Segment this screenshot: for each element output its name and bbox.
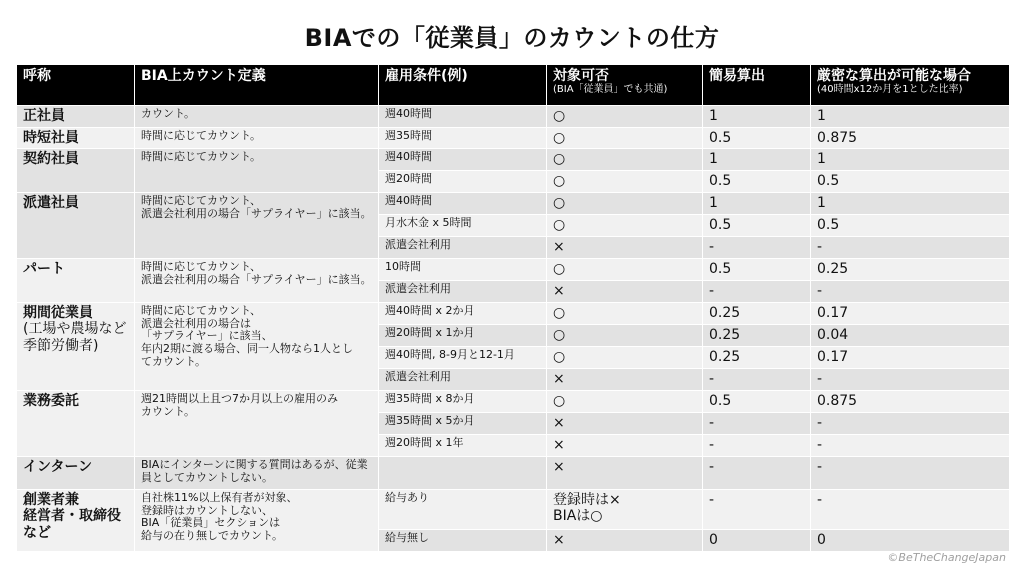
employment-condition: 週40時間 x 2か月: [379, 302, 547, 324]
employment-condition: 週20時間 x 1年: [379, 434, 547, 456]
strict-calc-value: 0.17: [811, 302, 1010, 324]
strict-calc-value: -: [811, 368, 1010, 390]
employee-type-name: 期間従業員 (工場や農場など 季節労働者): [17, 302, 135, 390]
eligibility-mark: ○: [547, 192, 703, 214]
eligibility-mark: ○: [547, 106, 703, 128]
employment-condition: 月水木金 x 5時間: [379, 214, 547, 236]
employment-condition: 週35時間 x 8か月: [379, 390, 547, 412]
header-row: [17, 65, 1010, 106]
simple-calc-value: 0.25: [703, 346, 811, 368]
header-definition: BIA上カウント定義: [135, 65, 379, 106]
count-definition: 時間に応じてカウント、 派遣会社利用の場合「サプライヤー」に該当。: [135, 192, 379, 258]
employee-type-name: パート: [17, 258, 135, 302]
eligibility-mark: ×: [547, 368, 703, 390]
strict-calc-value: 0.25: [811, 258, 1010, 280]
strict-calc-value: 1: [811, 106, 1010, 128]
simple-calc-value: 1: [703, 106, 811, 128]
employment-condition: 週40時間: [379, 106, 547, 128]
employment-condition: 週35時間: [379, 127, 547, 149]
employee-type-name: 業務委託: [17, 390, 135, 456]
eligibility-mark: ×: [547, 456, 703, 489]
strict-calc-value: -: [811, 489, 1010, 529]
employee-type-name: 契約社員: [17, 149, 135, 193]
employment-condition: 週20時間: [379, 170, 547, 192]
employment-condition: 派遣会社利用: [379, 280, 547, 302]
simple-calc-value: -: [703, 489, 811, 529]
eligibility-mark: ○: [547, 149, 703, 171]
table-row: [17, 456, 1010, 489]
header-eligibility: 対象可否 (BIA「従業員」でも共通): [547, 65, 703, 106]
strict-calc-value: 0.5: [811, 170, 1010, 192]
simple-calc-value: 0.5: [703, 127, 811, 149]
table-row: [17, 127, 1010, 149]
employee-type-name: 正社員: [17, 106, 135, 128]
header-name: 呼称: [17, 65, 135, 106]
simple-calc-value: 0.5: [703, 258, 811, 280]
table-body: [17, 106, 1010, 552]
table-row: [17, 258, 1010, 280]
strict-calc-value: 0.875: [811, 390, 1010, 412]
eligibility-mark: ○: [547, 324, 703, 346]
simple-calc-value: -: [703, 412, 811, 434]
strict-calc-value: 1: [811, 149, 1010, 171]
eligibility-mark: ○: [547, 390, 703, 412]
header-strict-calc: 厳密な算出が可能な場合 (40時間x12か月を1とした比率): [811, 65, 1010, 106]
employment-condition: 週40時間: [379, 192, 547, 214]
simple-calc-value: -: [703, 368, 811, 390]
strict-calc-value: 0: [811, 529, 1010, 551]
count-definition: 時間に応じてカウント、 派遣会社利用の場合「サプライヤー」に該当。: [135, 258, 379, 302]
count-definition: 時間に応じてカウント。: [135, 127, 379, 149]
eligibility-mark: ○: [547, 302, 703, 324]
employment-condition: 週40時間, 8-9月と12-1月: [379, 346, 547, 368]
eligibility-mark: ○: [547, 127, 703, 149]
employee-count-table: [16, 64, 1010, 552]
page-title: BIAでの「従業員」のカウントの仕方: [304, 24, 720, 52]
strict-calc-value: -: [811, 456, 1010, 489]
count-definition: カウント。: [135, 106, 379, 128]
eligibility-mark: 登録時は× BIAは○: [547, 489, 703, 529]
strict-calc-value: 0.5: [811, 214, 1010, 236]
credit-text: ©BeTheChangeJapan: [887, 551, 1006, 564]
employee-type-name: 派遣社員: [17, 192, 135, 258]
table-row: [17, 149, 1010, 171]
table-row: [17, 106, 1010, 128]
eligibility-mark: ○: [547, 258, 703, 280]
eligibility-mark: ○: [547, 214, 703, 236]
eligibility-mark: ○: [547, 170, 703, 192]
employment-condition: 週40時間: [379, 149, 547, 171]
count-definition: 自社株11%以上保有者が対象、 登録時はカウントしない、 BIA「従業員」セクションは 給与の在り無しでカウント。: [135, 489, 379, 551]
table-row: [17, 192, 1010, 214]
table-row: [17, 302, 1010, 324]
simple-calc-value: -: [703, 434, 811, 456]
eligibility-mark: ×: [547, 412, 703, 434]
eligibility-mark: ×: [547, 280, 703, 302]
strict-calc-value: 0.17: [811, 346, 1010, 368]
employment-condition: 給与無し: [379, 529, 547, 551]
simple-calc-value: -: [703, 456, 811, 489]
strict-calc-value: -: [811, 236, 1010, 258]
simple-calc-value: -: [703, 280, 811, 302]
eligibility-mark: ×: [547, 434, 703, 456]
count-definition: 時間に応じてカウント。: [135, 149, 379, 193]
simple-calc-value: 0.5: [703, 390, 811, 412]
strict-calc-value: 0.875: [811, 127, 1010, 149]
strict-calc-value: -: [811, 434, 1010, 456]
employment-condition: 10時間: [379, 258, 547, 280]
employment-condition: 週20時間 x 1か月: [379, 324, 547, 346]
simple-calc-value: -: [703, 236, 811, 258]
simple-calc-value: 0.5: [703, 214, 811, 236]
employee-type-name: 創業者兼 経営者・取締役 など: [17, 489, 135, 551]
strict-calc-value: -: [811, 280, 1010, 302]
header-condition: 雇用条件(例): [379, 65, 547, 106]
strict-calc-value: 0.04: [811, 324, 1010, 346]
simple-calc-value: 0.5: [703, 170, 811, 192]
employment-condition: [379, 456, 547, 489]
simple-calc-value: 0.25: [703, 302, 811, 324]
table-row: [17, 489, 1010, 529]
employment-condition: 派遣会社利用: [379, 368, 547, 390]
eligibility-mark: ×: [547, 529, 703, 551]
simple-calc-value: 0.25: [703, 324, 811, 346]
employee-type-name: インターン: [17, 456, 135, 489]
count-definition: 週21時間以上且つ7か月以上の雇用のみ カウント。: [135, 390, 379, 456]
count-definition: 時間に応じてカウント、 派遣会社利用の場合は 「サプライヤー」に該当、 年内2期に渡る場合、同一人物なら1人とし てカウント。: [135, 302, 379, 390]
employee-type-name: 時短社員: [17, 127, 135, 149]
simple-calc-value: 1: [703, 149, 811, 171]
employment-condition: 派遣会社利用: [379, 236, 547, 258]
strict-calc-value: -: [811, 412, 1010, 434]
eligibility-mark: ○: [547, 346, 703, 368]
table-row: [17, 390, 1010, 412]
count-definition: BIAにインターンに関する質問はあるが、従業 員としてカウントしない。: [135, 456, 379, 489]
employment-condition: 給与あり: [379, 489, 547, 529]
employment-condition: 週35時間 x 5か月: [379, 412, 547, 434]
strict-calc-value: 1: [811, 192, 1010, 214]
eligibility-mark: ×: [547, 236, 703, 258]
simple-calc-value: 0: [703, 529, 811, 551]
header-simple-calc: 簡易算出: [703, 65, 811, 106]
simple-calc-value: 1: [703, 192, 811, 214]
